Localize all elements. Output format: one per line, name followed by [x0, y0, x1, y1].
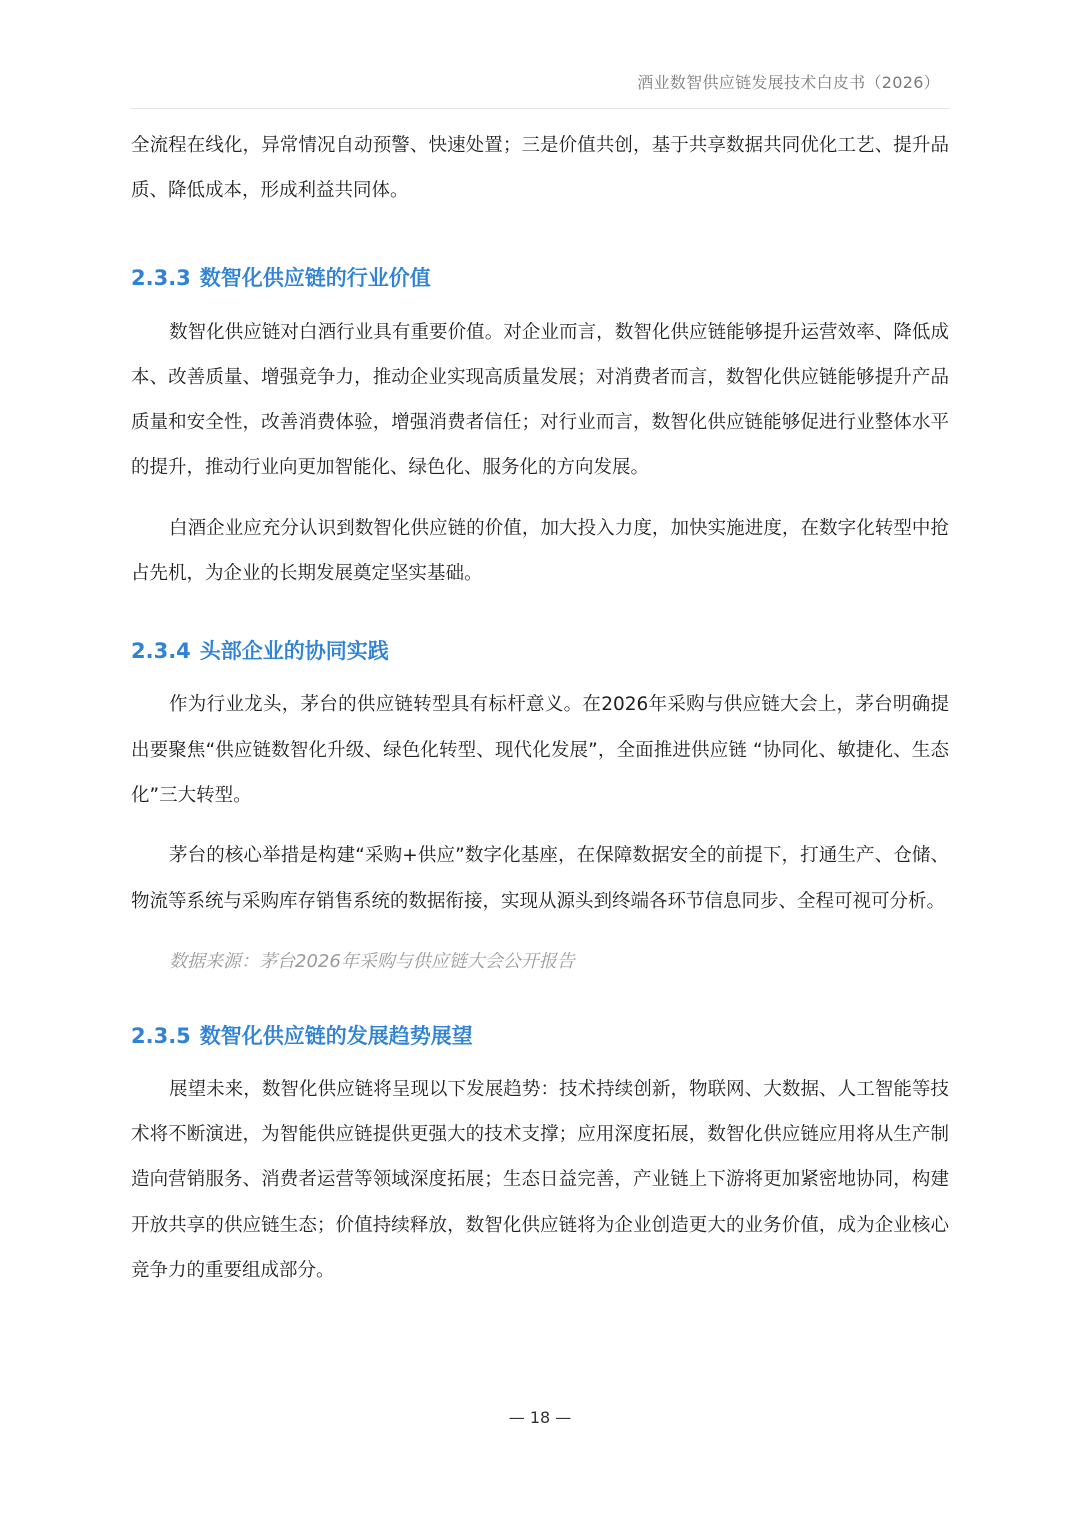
section-title: 数智化供应链的发展趋势展望: [199, 1023, 473, 1048]
paragraph: 作为行业龙头，茅台的供应链转型具有标杆意义。在2026年采购与供应链大会上，茅台明确提出要聚焦“供应链数智化升级、绿色化转型、现代化发展”，全面推进供应链 “协同化、敏捷化、生态化”三大转型。: [131, 694, 949, 806]
section-number: 2.3.4: [131, 639, 191, 664]
page-header: [131, 62, 949, 109]
paragraph: 数智化供应链对白酒行业具有重要价值。对企业而言，数智化供应链能够提升运营效率、降低成本、改善质量、增强竞争力，推动企业实现高质量发展；对消费者而言，数智化供应链能够提升产品质量和安全性，改善消费体验，增强消费者信任；对行业而言，数智化供应链能够促进行业整体水平的提升，推动行业向更加智能化、绿色化、服务化的方向发展。: [131, 321, 949, 479]
data-source-note: 数据来源：茅台2026年采购与供应链大会公开报告: [169, 950, 575, 972]
section-heading-2-3-4: [131, 633, 949, 669]
paragraph: 白酒企业应充分认识到数智化供应链的价值，加大投入力度，加快实施进度，在数字化转型中抢占先机，为企业的长期发展奠定坚实基础。: [131, 517, 949, 585]
section-number: 2.3.5: [131, 1023, 191, 1048]
paragraph-continued: 全流程在线化，异常情况自动预警、快速处置；三是价值共创，基于共享数据共同优化工艺、提升品质、降低成本，形成利益共同体。: [131, 135, 949, 202]
paragraph: 茅台的核心举措是构建“采购+供应”数字化基座，在保障数据安全的前提下，打通生产、仓储、物流等系统与采购库存销售系统的数据衔接，实现从源头到终端各环节信息同步、全程可视可分析。: [131, 845, 949, 912]
paragraph: 展望未来，数智化供应链将呈现以下发展趋势：技术持续创新，物联网、大数据、人工智能等技术将不断演进，为智能供应链提供更强大的技术支撑；应用深度拓展，数智化供应链应用将从生产制造向营销服务、消费者运营等领域深度拓展；生态日益完善，产业链上下游将更加紧密地协同，构建开放共享的供应链生态；价值持续释放，数智化供应链将为企业创造更大的业务价值，成为企业核心竞争力的重要组成部分。: [131, 1078, 949, 1282]
page-number: — 18 —: [508, 1408, 572, 1427]
section-title: 头部企业的协同实践: [199, 639, 389, 664]
header-title: 酒业数智供应链发展技术白皮书（2026）: [637, 73, 940, 92]
section-heading-2-3-5: [131, 1018, 949, 1054]
section-title: 数智化供应链的行业价值: [199, 265, 431, 290]
section-heading-2-3-3: [131, 260, 949, 296]
section-number: 2.3.3: [131, 265, 191, 290]
page-content: [131, 123, 949, 1293]
